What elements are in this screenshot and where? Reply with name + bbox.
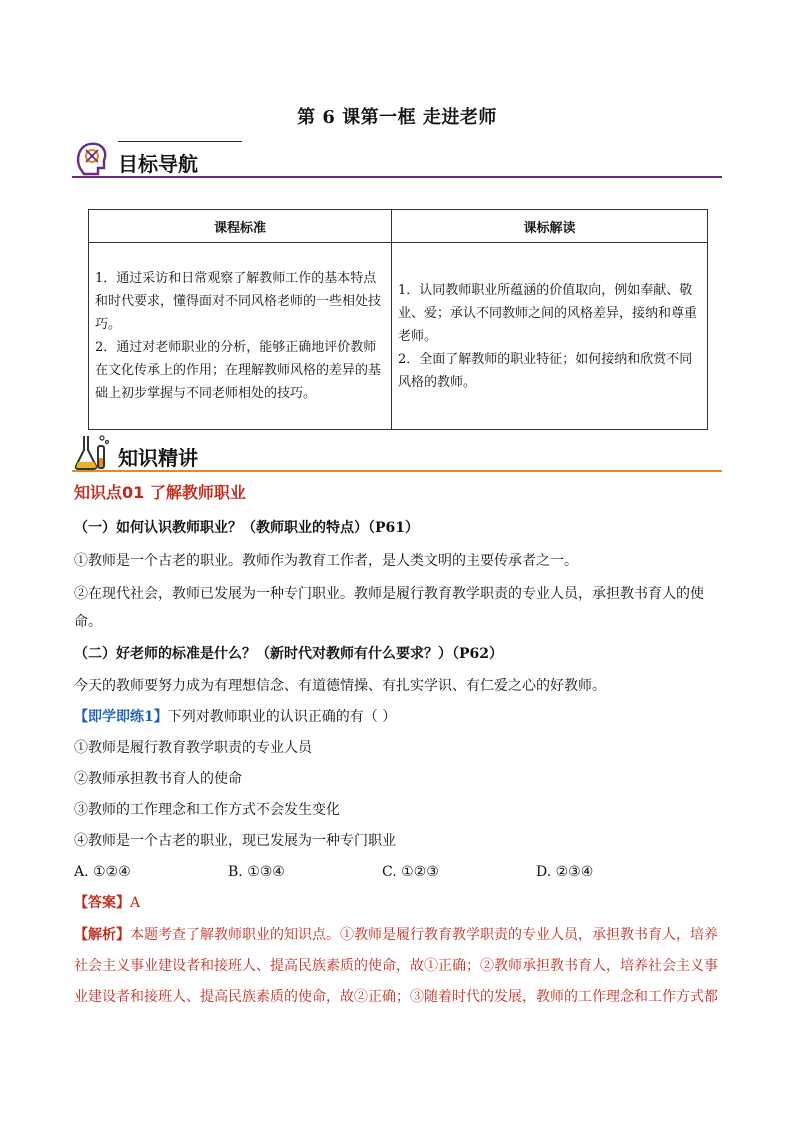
page-title: 第 6 课第一框 走进老师	[297, 107, 497, 128]
answer-tag: 【答案】	[74, 895, 130, 911]
answer-line	[74, 889, 724, 917]
table-cell-interpretation	[392, 243, 708, 430]
analysis-text: 本题考查了解教师职业的知识点。①教师是履行教育教学职责的专业人员，承担教书育人，培养社会主义事业建设者和接班人、提高民族素质的使命，故①正确；②教师承担教书育人，培养社会主义事业建设者和接班人、提高民族素质的使命，故②正确；③随着时代的发展，教师的工作理念和工作方式都	[74, 927, 718, 1005]
exercise-question	[74, 703, 724, 731]
column-header: 课标解读	[392, 210, 708, 243]
option-a: A. ①②④	[74, 864, 131, 880]
section-title: 目标导航	[118, 152, 198, 176]
question-heading: （二）好老师的标准是什么？（新时代对教师有什么要求？）（P62）	[74, 646, 504, 662]
answer-options	[74, 858, 724, 886]
paragraph: ②在现代社会，教师已发展为一种专门职业。教师是履行教育教学职责的专业人员，承担教书育人的使命。	[74, 586, 704, 630]
knowledge-point-title: 知识点01 了解教师职业	[74, 483, 246, 502]
exercise-item: ①教师是履行教育教学职责的专业人员	[74, 740, 312, 756]
exercise-item: ③教师的工作理念和工作方式不会发生变化	[74, 802, 340, 818]
exercise-item: ②教师承担教书育人的使命	[74, 771, 242, 787]
standard-item: 1．通过采访和日常观察了解教师工作的基本特点和时代要求，懂得面对不同风格老师的一些相处技巧。	[95, 271, 382, 332]
table-header-row	[89, 210, 708, 243]
section-header-goals	[72, 138, 722, 178]
column-header: 课程标准	[89, 210, 392, 243]
question-heading: （一）如何认识教师职业？（教师职业的特点）（P61）	[74, 520, 420, 536]
standard-item: 2．通过对老师职业的分析，能够正确地评价教师在文化传承上的作用；在理解教师风格的差异的基础上初步掌握与不同老师相处的技巧。	[95, 340, 382, 401]
interpretation-item: 2．全面了解教师的职业特征；如何接纳和欣赏不同风格的教师。	[398, 351, 693, 390]
section-rule	[72, 470, 722, 472]
curriculum-table	[88, 209, 708, 430]
interpretation-item: 1．认同教师职业所蕴涵的价值取向，例如奉献、敬业、爱；承认不同教师之间的风格差异，接纳和尊重老师。	[398, 282, 698, 344]
section-rule	[72, 176, 722, 178]
option-b: B. ①③④	[228, 864, 285, 880]
brain-gear-icon	[72, 138, 112, 178]
section-title: 知识精讲	[118, 446, 198, 470]
exercise-text: 下列对教师职业的认识正确的有（ ）	[167, 709, 397, 725]
exercise-item: ④教师是一个古老的职业，现已发展为一种专门职业	[74, 833, 396, 849]
paragraph: 今天的教师要努力成为有理想信念、有道德情操、有扎实学识、有仁爱之心的好教师。	[74, 678, 606, 694]
header-top-line	[118, 141, 242, 142]
answer-value: A	[130, 895, 141, 911]
section-header-knowledge	[72, 432, 722, 472]
analysis-paragraph	[74, 920, 724, 1013]
exercise-tag: 【即学即练1】	[74, 709, 168, 725]
option-c: C. ①②③	[382, 864, 439, 880]
option-d: D. ②③④	[536, 864, 594, 880]
analysis-tag: 【解析】	[74, 927, 130, 943]
paragraph: ①教师是一个古老的职业。教师作为教育工作者，是人类文明的主要传承者之一。	[74, 553, 578, 569]
table-row	[89, 243, 708, 430]
flask-icon	[72, 432, 112, 472]
table-cell-standard	[89, 243, 392, 430]
